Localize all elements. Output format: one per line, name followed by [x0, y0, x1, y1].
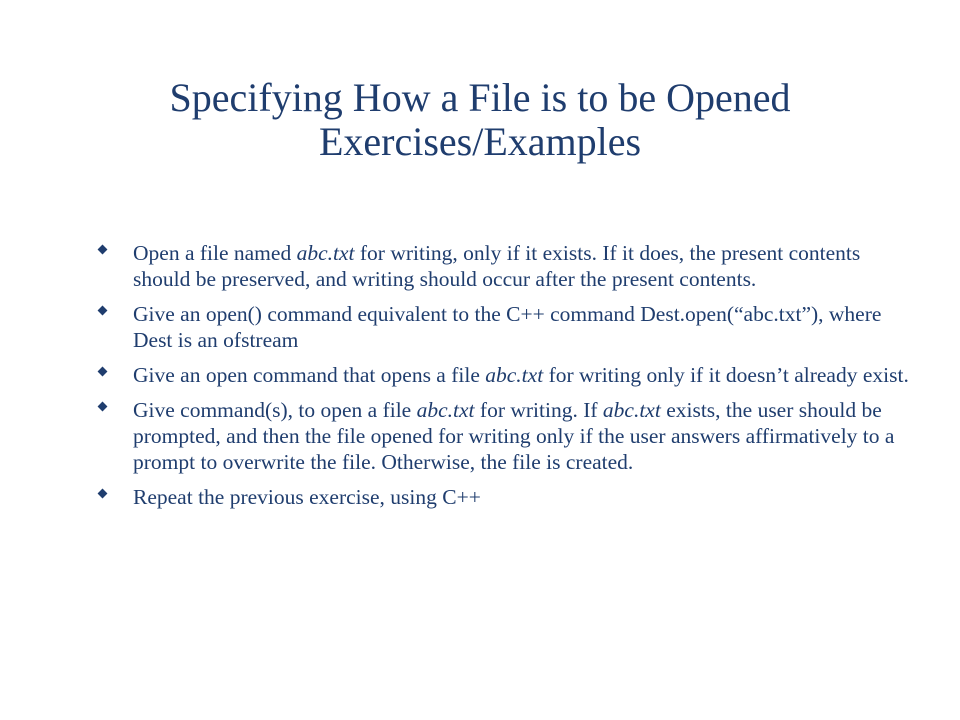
diamond-icon: [98, 402, 108, 412]
diamond-icon: [98, 367, 108, 377]
filename-text: abc.txt: [485, 363, 544, 387]
title-line-1: Specifying How a File is to be Opened: [169, 75, 791, 120]
bullet-text-segment: for writing, only if it exists. If it does, the present contents should be preserved, and writing should occur after the present contents.: [133, 241, 861, 291]
bullet-item: [96, 240, 912, 292]
bullet-text: [133, 363, 909, 387]
bullet-item: [96, 397, 912, 475]
bullet-text-segment: Repeat the previous exercise, using C++: [133, 485, 481, 509]
filename-text: abc.txt: [296, 241, 355, 265]
diamond-icon: [98, 489, 108, 499]
filename-text: abc.txt: [416, 398, 475, 422]
bullet-item: [96, 362, 912, 388]
filename-text: abc.txt: [602, 398, 661, 422]
bullet-text-segment: Give an open command that opens a file: [133, 363, 486, 387]
bullet-item: [96, 484, 912, 510]
bullet-text-segment: Give an open() command equivalent to the C++ command Dest.open(“abc.txt”), where Dest is an ofstream: [133, 302, 882, 352]
bullet-list: [96, 240, 912, 519]
bullet-text-segment: Open a file named: [133, 241, 297, 265]
bullet-text-segment: for writing. If: [474, 398, 603, 422]
bullet-text-segment: for writing only if it doesn’t already exist.: [543, 363, 909, 387]
bullet-text: [133, 241, 860, 291]
slide-title: [120, 76, 840, 164]
bullet-text: [133, 302, 881, 352]
bullet-text: [133, 485, 481, 509]
bullet-text: [133, 398, 894, 474]
diamond-icon: [98, 306, 108, 316]
bullet-text-segment: exists, the user should be prompted, and then the file opened for writing only if the user answers affirmatively to a prompt to overwrite the file. Otherwise, the file is created.: [133, 398, 895, 474]
bullet-item: [96, 301, 912, 353]
title-line-2: Exercises/Examples: [318, 119, 642, 164]
diamond-icon: [98, 245, 108, 255]
bullet-text-segment: Give command(s), to open a file: [133, 398, 417, 422]
